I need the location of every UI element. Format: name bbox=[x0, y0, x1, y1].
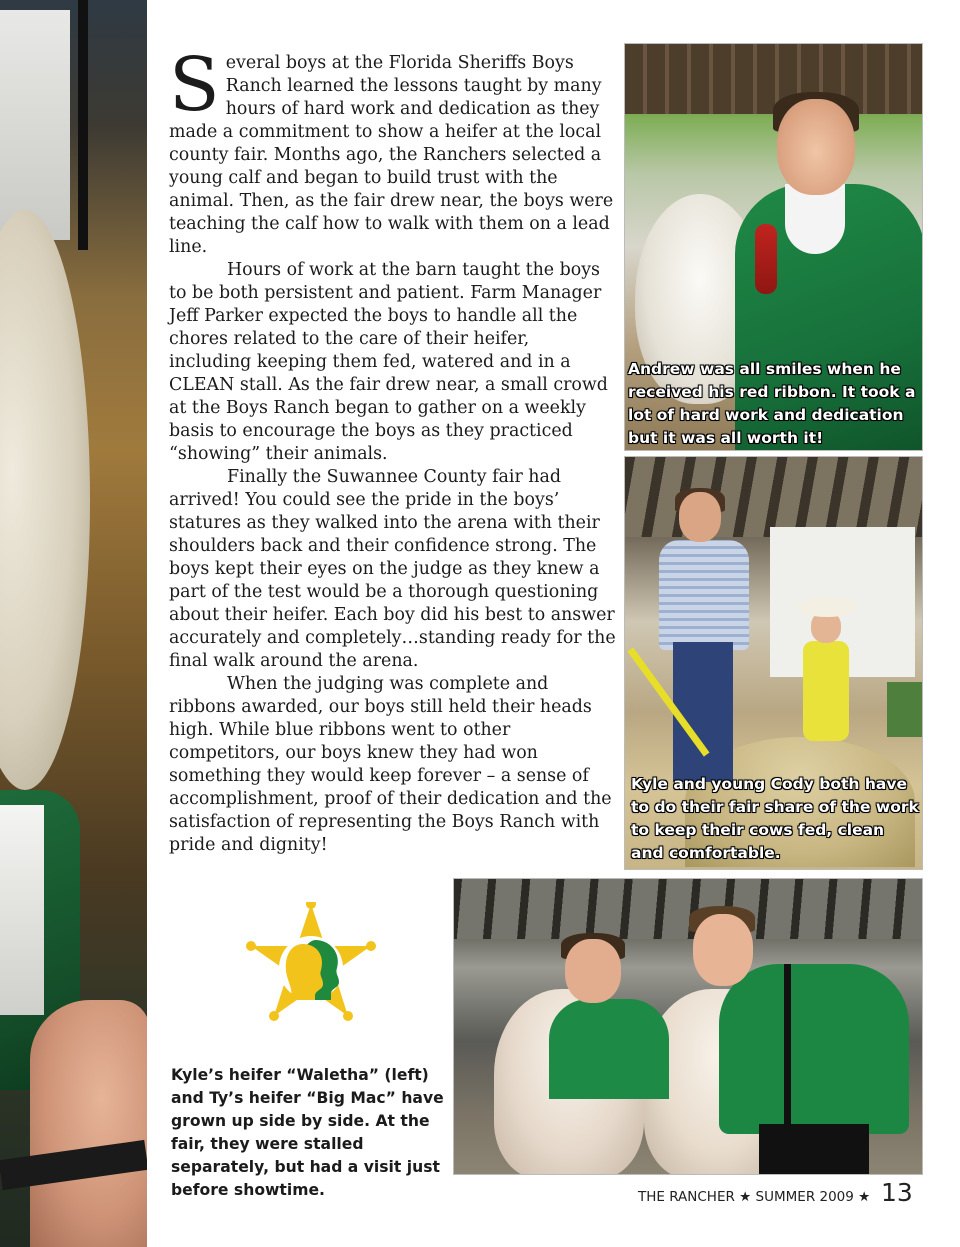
caption-kyle-and-cody: Kyle and young Cody both have to do their fair share of the work to keep their cows fed, clean and comfortable. bbox=[631, 775, 919, 862]
page-footer bbox=[638, 1178, 928, 1212]
sheriffs-star-badge-icon bbox=[245, 902, 377, 1028]
caption-andrew: Andrew was all smiles when he received his red ribbon. It took a lot of hard work and dedication but it was all worth it! bbox=[628, 360, 916, 447]
article-body bbox=[169, 42, 617, 857]
left-edge-photo bbox=[0, 0, 147, 1247]
drop-cap: S bbox=[169, 42, 220, 128]
caption-heifers: Kyle’s heifer “Waletha” (left) and Ty’s heifer “Big Mac” have grown up side by side. At the fair, they were stalled separately, but had a visit just before showtime. bbox=[171, 1066, 444, 1199]
article-paragraph-3: Finally the Suwannee County fair had arrived! You could see the pride in the boys’ statures as they walked into the arena with their shoulders back and their confidence strong. The boys kept their eyes on the judge as they knew a part of the test would be a thorough questioning about their heifer. Each boy did his best to answer accurately and completely…standing ready for the final walk around the arena. bbox=[169, 467, 616, 671]
photo-kyle-and-ty-heifers bbox=[453, 878, 923, 1175]
article-paragraph-1 bbox=[169, 42, 617, 259]
page-number: 13 bbox=[881, 1178, 913, 1207]
article-paragraph-2: Hours of work at the barn taught the boys to be both persistent and patient. Farm Manager Jeff Parker expected the boys to handle all the chores related to the care of their heifer, including keeping them fed, watered and in a CLEAN stall. As the fair drew near, a small crowd at the Boys Ranch began to gather on a weekly basis to encourage the boys as they practiced “showing” their animals. bbox=[169, 260, 608, 464]
footer-publication: THE RANCHER ★ SUMMER 2009 ★ bbox=[638, 1189, 871, 1205]
paragraph-1-text: everal boys at the Florida Sheriffs Boys Ranch learned the lessons taught by many hours of hard work and dedication as they made a commitment to show a heifer at the local county fair. Months ago, the Ranchers selected a young calf and began to build trust with the animal. Then, as the fair drew near, the boys were teaching the calf how to walk with them on a lead line. bbox=[169, 53, 614, 257]
article-paragraph-4: When the judging was complete and ribbons awarded, our boys still held their heads high. While blue ribbons went to other competitors, our boys knew they had won something they would keep forever – a sense of accomplishment, proof of their dedication and the satisfaction of representing the Boys Ranch with pride and dignity! bbox=[169, 674, 612, 855]
